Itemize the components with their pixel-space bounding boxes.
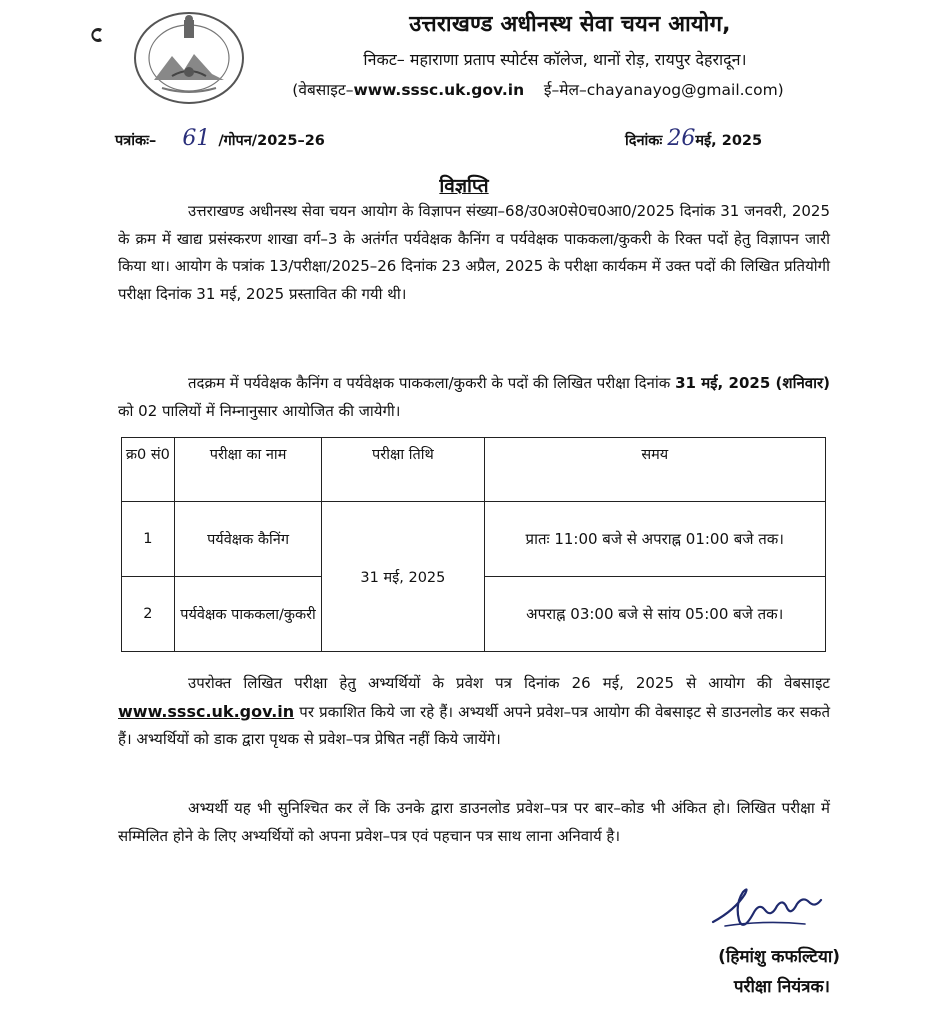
website-link[interactable]: www.sssc.uk.gov.in [353,81,525,99]
scan-mark-icon [88,26,106,44]
row-time: अपराह्न 03:00 बजे से सांय 05:00 बजे तक। [484,577,825,652]
paragraph-2 [118,370,830,425]
organization-name: उत्तराखण्ड अधीनस्थ सेवा चयन आयोग, [409,12,731,37]
date-month-year: मई, 2025 [695,133,763,149]
row-exam-name: पर्यवेक्षक पाककला/कुकरी [174,577,321,652]
row-serial: 1 [122,502,175,577]
table-row [122,502,826,577]
date-label: दिनांकः [625,133,663,149]
issue-date [625,126,762,151]
reference-number [115,126,325,151]
header-time: समय [484,438,825,502]
contact-line [258,78,818,100]
paragraph-3-text-a: उपरोक्त लिखित परीक्षा हेतु अभ्यर्थियों के प्रवेश पत्र दिनांक 26 मई, 2025 से आयोग की वेबसाइट [188,674,830,692]
paragraph-3-website-link[interactable]: www.sssc.uk.gov.in [118,701,295,721]
reference-suffix: /गोपन/2025–26 [218,133,325,149]
organization-address: निकट– महाराणा प्रताप स्पोर्टस कॉलेज, थानों रोड़, रायपुर देहरादून। [363,50,747,69]
header-exam-date: परीक्षा तिथि [322,438,484,502]
reference-label: पत्रांकः– [115,133,157,149]
signatory-name: (हिमांशु कफल्टिया) [718,947,840,967]
date-day-handwritten: 26 [667,126,696,151]
paragraph-4: अभ्यर्थी यह भी सुनिश्चित कर लें कि उनके द्वारा डाउनलोड प्रवेश–पत्र पर बार–कोड भी अंकित हो। लिखित परीक्षा में सम्मिलित होने के लिए अभ्यर्थियों को अपना प्रवेश–पत्र एवं पहचान पत्र साथ लाना अनिवार्य है। [118,799,830,845]
paragraph-3-text-b: पर प्रकाशित किये जा रहे हैं। अभ्यर्थी अपने प्रवेश–पत्र आयोग की वेबसाइट से डाउनलोड कर सकते हैं। अभ्यर्थियों को डाक द्वारा पृथक से प्रवेश–पत्र प्रेषित नहीं किये जायेंगे। [118,702,830,748]
row-exam-name: पर्यवेक्षक कैनिंग [174,502,321,577]
paragraph-1: उत्तराखण्ड अधीनस्थ सेवा चयन आयोग के विज्ञापन संख्या–68/उ0अ0से0च0आ0/2025 दिनांक 31 जनवरी, 2025 के क्रम में खाद्य प्रसंस्करण शाखा वर्ग–3 के अतंर्गत पर्यवेक्षक कैनिंग व पर्यवेक्षक पाककला/कुकरी के रिक्त पदों हेतु विज्ञापन जारी किया था। आयोग के पत्रांक 13/परीक्षा/2025–26 दिनांक 23 अप्रैल, 2025 के परीक्षा कार्यकम में उक्त पदों की लिखित प्रतियोगी परीक्षा दिनांक 31 मई, 2025 प्रस्तावित की गयी थी। [118,202,830,303]
header-serial: क्र0 सं0 [122,438,175,502]
email-label: ई–मेल– [543,81,587,99]
handwritten-signature-icon [705,880,830,940]
row-exam-date: 31 मई, 2025 [322,502,484,652]
website-prefix: (वेबसाइट– [292,81,354,99]
reference-number-handwritten: 61 [182,126,211,151]
exam-schedule-table [121,437,826,652]
paragraph-2-text-a: तदक्रम में पर्यवेक्षक कैनिंग व पर्यवेक्षक पाककला/कुकरी के पदों की लिखित परीक्षा दिनांक [188,374,676,392]
paragraph-2-exam-date: 31 मई, 2025 (शनिवार) [675,374,830,392]
notice-title: विज्ञप्ति [439,175,489,197]
row-time: प्रातः 11:00 बजे से अपराह्न 01:00 बजे तक। [484,502,825,577]
paragraph-2-text-c: को 02 पालियों में निम्नानुसार आयोजित की जायेगी। [118,401,401,420]
row-serial: 2 [122,577,175,652]
paragraph-3 [118,670,830,754]
header-exam-name: परीक्षा का नाम [174,438,321,502]
email-link[interactable]: chayanayog@gmail.com) [586,81,784,99]
table-header-row [122,438,826,502]
signatory-designation: परीक्षा नियंत्रक। [733,977,830,997]
state-emblem-seal-icon [132,10,246,106]
